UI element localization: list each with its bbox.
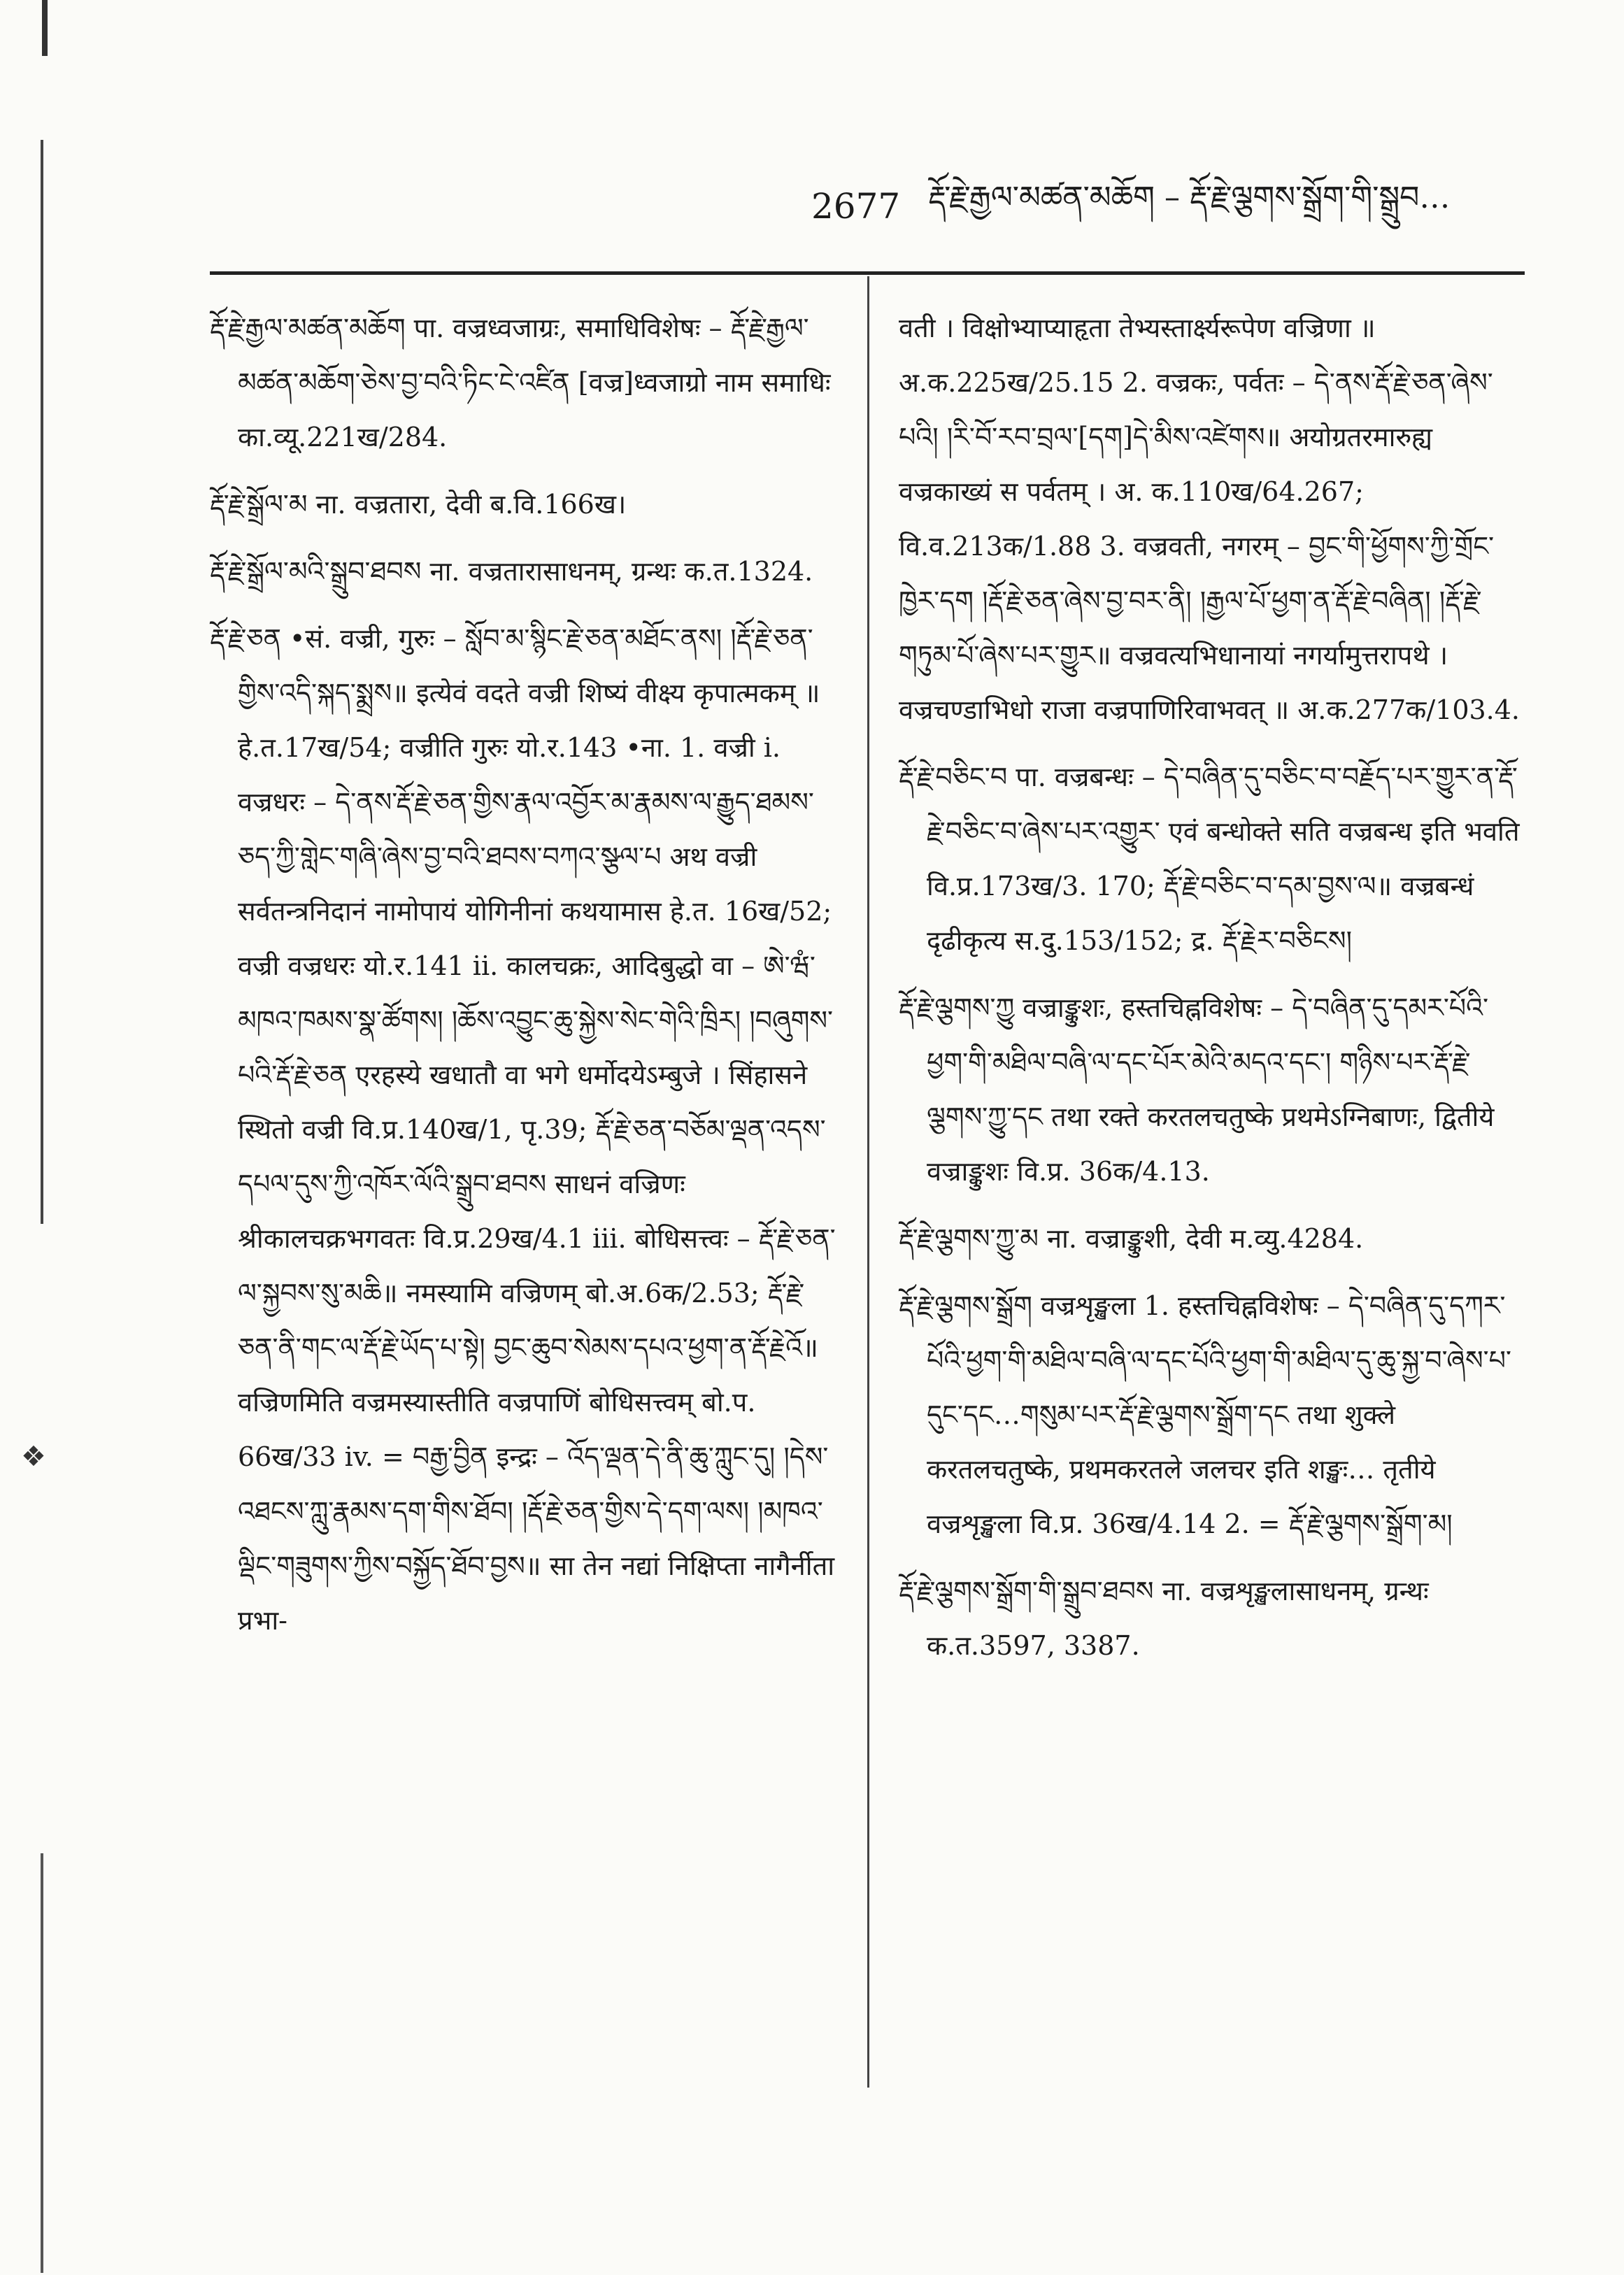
running-head xyxy=(811,178,1511,234)
dictionary-entry: རྡོ་རྗེ་ཅན •सं. वज्री, गुरुः – སློབ་མ་སྙིང་རྗེ་ཅན་མཐོང་ནས། །རྡོ་རྗེ་ཅན་གྱིས་འདི་སྐད་སྨྲས॥ इत्येवं वदते वज्री शिष्यं वीक्ष्य कृपात्मकम् ॥ हे.त.17ख/54; वज्रीति गुरुः यो.र.143 •ना. 1. वज्री i. वज्रधरः – དེ་ནས་རྡོ་རྗེ་ཅན་གྱིས་རྣལ་འབྱོར་མ་རྣམས་ལ་རྒྱུད་ཐམས་ཅད་ཀྱི་གླེང་གཞི་ཞེས་བྱ་བའི་ཐབས་བཀའ་སྩལ་པ अथ वज्री सर्वतन्त्रनिदानं नामोपायं योगिनीनां कथयामास हे.त. 16ख/52; वज्री वज्रधरः यो.र.141 ii. कालचक्रः, आदिबुद्धो वा – ཨེ་ཝཾ་མཁའ་ཁམས་སྣ་ཚོགས། །ཆོས་འབྱུང་ཆུ་སྐྱེས་སེང་གེའི་ཁྲིར། །བཞུགས་པའི་རྡོ་རྗེ་ཅན एरहस्ये खधातौ वा भगे धर्मोदयेऽम्बुजे । सिंहासने स्थितो वज्री वि.प्र.140ख/1, पृ.39; རྡོ་རྗེ་ཅན་བཅོམ་ལྡན་འདས་དཔལ་དུས་ཀྱི་འཁོར་ལོའི་སྒྲུབ་ཐབས साधनं वज्रिणः श्रीकालचक्रभगवतः वि.प्र.29ख/4.1 iii. बोधिसत्त्वः – རྡོ་རྗེ་ཅན་ལ་སྐྱབས་སུ་མཆི॥ नमस्यामि वज्रिणम् बो.अ.6क/2.53; རྡོ་རྗེ་ཅན་ནི་གང་ལ་རྡོ་རྗེ་ཡོད་པ་སྟེ། བྱང་ཆུབ་སེམས་དཔའ་ཕྱག་ན་རྡོ་རྗེའོ॥ वज्रिणमिति वज्रमस्यास्तीति वज्रपाणिं बोधिसत्त्वम् बो.प. 66ख/33 iv. = བརྒྱ་བྱིན इन्द्रः – འོད་ལྡན་དེ་ནི་ཆུ་ཀླུང་དུ། །དེས་འཐངས་ཀླུ་རྣམས་དག་གིས་ཐོབ། །རྡོ་རྗེ་ཅན་གྱིས་དེ་དག་ལས། །མཁའ་ལྡིང་གཟུགས་ཀྱིས་བསྐྱོད་ཐོབ་བྱས॥ सा तेन नद्यां निक्षिप्ता नागैर्नीता प्रभा- xyxy=(210,623,836,1636)
dictionary-entry: རྡོ་རྗེ་ལྕགས་སྒྲོག་གི་སྒྲུབ་ཐབས ना. वज्रशृङ्खलासाधनम्, ग्रन्थः क.त.3597, 3387. xyxy=(899,1576,1429,1661)
column-divider xyxy=(867,276,869,2088)
right-column xyxy=(899,301,1521,1685)
dictionary-entry: རྡོ་རྗེ་ལྕགས་ཀྱུ वज्राङ्कुशः, हस्तचिह्नविशेषः – དེ་བཞིན་དུ་དམར་པོའི་ཕྱག་གི་མཐིལ་བཞི་ལ་དང་པོར་མེའི་མདའ་དང་། གཉིས་པར་རྡོ་རྗེ་ལྕགས་ཀྱུ་དང तथा रक्ते करतलचतुष्के प्रथमेऽग्निबाणः, द्वितीये वज्राङ्कुशः वि.प्र. 36क/4.13. xyxy=(899,992,1495,1187)
page-range-headwords: རྡོ་རྗེ་རྒྱལ་མཚན་མཆོག – རྡོ་རྗེ་ལྕགས་སྒྲོག་གི་སྒྲུབ… xyxy=(928,180,1451,215)
dictionary-entry: རྡོ་རྗེ་ལྕགས་ཀྱུ་མ ना. वज्राङ्कुशी, देवी म.व्यु.4284. xyxy=(899,1223,1364,1254)
header-rule xyxy=(210,271,1525,275)
page-number: 2677 xyxy=(811,186,901,227)
dictionary-entry: རྡོ་རྗེ་རྒྱལ་མཚན་མཆོག पा. वज्रध्वजाग्रः, समाधिविशेषः – རྡོ་རྗེ་རྒྱལ་མཚན་མཆོག་ཅེས་བྱ་བའི་ཏིང་ངེ་འཛིན [वज्र]ध्वजाग्रो नाम समाधिः का.व्यू.221ख/284. xyxy=(210,313,831,452)
entry-continuation: वती । विक्षोभ्याप्याहृता तेभ्यस्तार्क्ष्यरूपेण वज्रिणा ॥ अ.क.225ख/25.15 2. वज्रकः, पर्वतः – དེ་ནས་རྡོ་རྗེ་ཅན་ཞེས་པའི། །རི་བོ་རབ་བྲལ་[དག]དེ་མིས་འཛེགས॥ अयोग्रतरमारुह्य वज्रकाख्यं स पर्वतम् । अ. क.110ख/64.267; वि.व.213क/1.88 3. वज्रवती, नगरम् – བྱང་གི་ཕྱོགས་ཀྱི་གྲོང་ཁྱེར་དག །རྡོ་རྗེ་ཅན་ཞེས་བྱ་བར་ནི། །རྒྱལ་པོ་ཕྱག་ན་རྡོ་རྗེ་བཞིན། །རྡོ་རྗེ་གཏུམ་པོ་ཞེས་པར་གྱུར॥ वज्रवत्यभिधानायां नगर्यामुत्तरापथे । वज्रचण्डाभिधो राजा वज्रपाणिरिवाभवत् ॥ अ.क.277क/103.4. xyxy=(899,313,1520,725)
dictionary-entry: རྡོ་རྗེ་སྒྲོལ་མ ना. वज्रतारा, देवी ब.वि.166ख। xyxy=(210,489,627,520)
dictionary-entry: རྡོ་རྗེ་ལྕགས་སྒྲོག वज्रशृङ्खला 1. हस्तचिह्नविशेषः – དེ་བཞིན་དུ་དཀར་པོའི་ཕྱག་གི་མཐིལ་བཞི་ལ་དང་པོའི་ཕྱག་གི་མཐིལ་དུ་ཆུ་སྐྱ་བ་ཞེས་པ་དུང་དང…གསུམ་པར་རྡོ་རྗེ་ལྕགས་སྒྲོག་དང तथा शुक्ले करतलचतुष्के, प्रथमकरतले जलचर इति शङ्खः… तृतीये वज्रशृङ्खला वि.प्र. 36ख/4.14 2. = རྡོ་རྗེ་ལྕགས་སྒྲོག་མ། xyxy=(899,1290,1512,1539)
left-column xyxy=(210,301,839,1660)
scan-binding-mark: ❖ xyxy=(21,1441,46,1473)
scan-binding-edge-bottom xyxy=(41,1853,43,2273)
scan-binding-edge xyxy=(41,140,43,1224)
scan-binding-edge-top xyxy=(42,0,48,56)
dictionary-entry: རྡོ་རྗེ་སྒྲོལ་མའི་སྒྲུབ་ཐབས ना. वज्रतारासाधनम्, ग्रन्थः क.त.1324. xyxy=(210,556,813,587)
dictionary-entry: རྡོ་རྗེ་བཅིང་བ पा. वज्रबन्धः – དེ་བཞིན་དུ་བཅིང་བ་བརྗོད་པར་གྱུར་ན་རྡོ་རྗེ་བཅིང་བ་ཞེས་པར་འགྱུར་ एवं बन्धोक्ते सति वज्रबन्ध इति भवति वि.प्र.173ख/3. 170; རྡོ་རྗེ་བཅིང་བ་དམ་བྱས་ལ॥ वज्रबन्धं दृढीकृत्य स.दु.153/152; द्र. རྡོ་རྗེར་བཅིངས། xyxy=(899,762,1520,956)
